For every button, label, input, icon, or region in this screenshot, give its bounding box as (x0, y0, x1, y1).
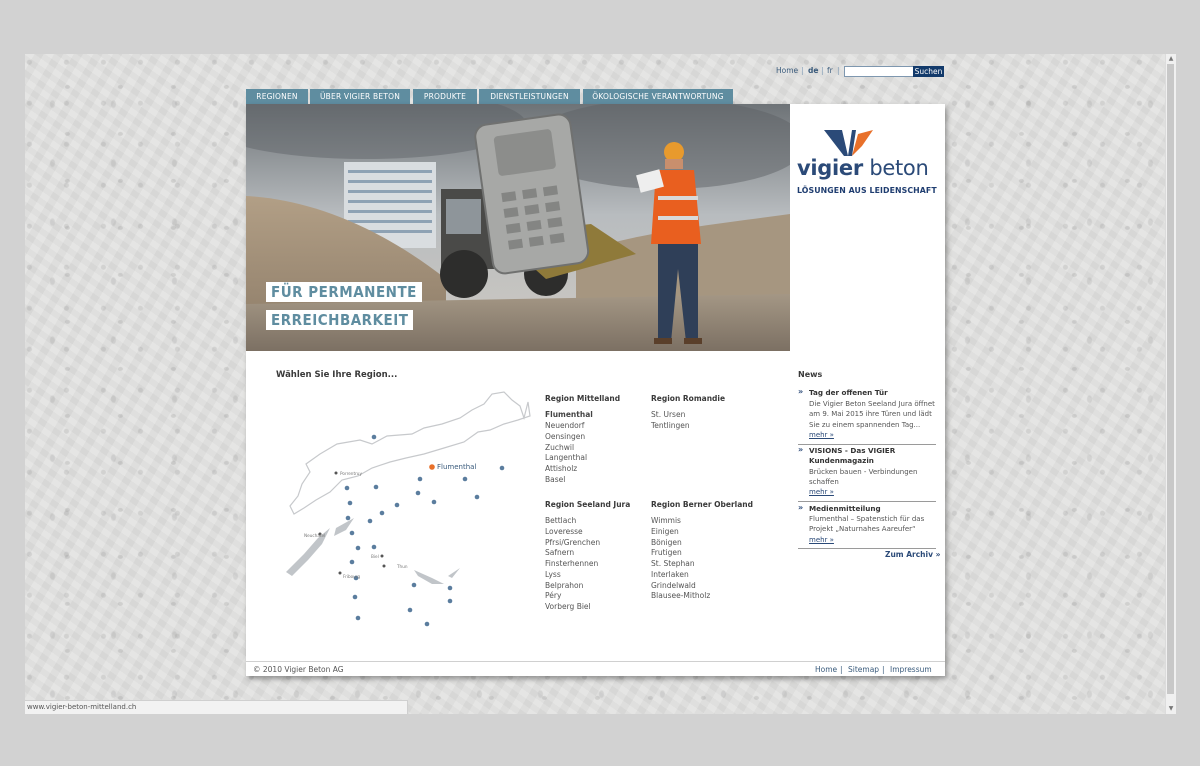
news-item-title[interactable]: Medienmitteilung (809, 504, 881, 513)
language-fr-link[interactable]: fr (827, 66, 833, 75)
place-link[interactable]: Bönigen (651, 538, 682, 547)
logo-wordmark[interactable]: vigier beton (797, 156, 929, 180)
place-link[interactable]: Péry (545, 591, 562, 600)
language-de-link[interactable]: de (808, 66, 819, 75)
nav-tab-produkte[interactable]: PRODUKTE (413, 89, 477, 104)
news-item-title[interactable]: Tag der offenen Tür (809, 388, 888, 397)
news-divider (798, 444, 936, 445)
divider: | (840, 665, 843, 674)
map-label-biel: Biel (371, 554, 379, 559)
place-link[interactable]: Blausee-Mitholz (651, 591, 711, 600)
place-link[interactable]: Belprahon (545, 581, 584, 590)
divider: | (801, 66, 804, 75)
vertical-scrollbar[interactable] (1165, 54, 1176, 714)
place-link[interactable]: Vorberg Biel (545, 602, 591, 611)
place-link[interactable]: Flumenthal (545, 410, 593, 419)
news-arrow-icon: » (798, 445, 804, 454)
map-label-porrentruy: Porrentruy (340, 471, 362, 476)
region-seeland-jura-title[interactable]: Region Seeland Jura (545, 500, 631, 509)
scrollbar-thumb[interactable] (1167, 64, 1174, 694)
map-label-neuchatel: Neuchâtel (304, 533, 326, 538)
region-berner-oberland-title[interactable]: Region Berner Oberland (651, 500, 754, 509)
footer-divider (246, 661, 945, 662)
news-heading: News (798, 370, 823, 379)
place-link[interactable]: Attisholz (545, 464, 578, 473)
divider: | (821, 66, 824, 75)
nav-tab-dienstleistungen[interactable]: DIENSTLEISTUNGEN (479, 89, 580, 104)
hero-headline-line1: FÜR PERMANENTE (266, 282, 422, 302)
place-link[interactable]: Einigen (651, 527, 679, 536)
search-button[interactable]: Suchen (914, 67, 943, 76)
vigier-logo-icon (822, 128, 874, 158)
place-link[interactable]: Basel (545, 475, 566, 484)
news-item-body: Brücken bauen - Verbindungen schaffen (809, 468, 918, 487)
map-label-fribourg: Fribourg (343, 574, 361, 579)
news-item-body: Flumenthal – Spatenstich für das Projekt „Naturnahes Aareufer“ (809, 515, 925, 534)
footer-impressum-link[interactable]: Impressum (890, 665, 932, 674)
map-label-thun: Thun (397, 564, 408, 569)
hero-headline-line2: ERREICHBARKEIT (266, 310, 413, 330)
logo-tagline: LÖSUNGEN AUS LEIDENSCHAFT (797, 186, 937, 195)
switzerland-region-map[interactable] (272, 388, 534, 638)
news-archive-link[interactable]: Zum Archiv » (885, 550, 941, 559)
news-more-link[interactable]: mehr » (809, 431, 834, 439)
nav-tab-ueber-vigier-beton[interactable]: ÜBER VIGIER BETON (310, 89, 410, 104)
utility-home-link[interactable]: Home (776, 66, 799, 75)
news-more-link[interactable]: mehr » (809, 536, 834, 544)
news-arrow-icon: » (798, 503, 804, 512)
place-link[interactable]: Loveresse (545, 527, 583, 536)
place-link[interactable]: St. Stephan (651, 559, 695, 568)
footer-home-link[interactable]: Home (815, 665, 838, 674)
scroll-down-icon[interactable]: ▼ (1168, 705, 1174, 712)
place-link[interactable]: Frutigen (651, 548, 682, 557)
place-link[interactable]: Zuchwil (545, 443, 575, 452)
place-link[interactable]: Tentlingen (651, 421, 690, 430)
scroll-up-icon[interactable]: ▲ (1168, 55, 1174, 62)
place-link[interactable]: Oensingen (545, 432, 586, 441)
news-arrow-icon: » (798, 387, 804, 396)
news-divider (798, 548, 936, 549)
nav-tab-oekologische-verantwortung[interactable]: ÖKOLOGISCHE VERANTWORTUNG (583, 89, 733, 104)
region-romandie-title[interactable]: Region Romandie (651, 394, 726, 403)
news-more-link[interactable]: mehr » (809, 488, 834, 496)
map-label-flumenthal[interactable]: Flumenthal (437, 463, 477, 471)
place-link[interactable]: Langenthal (545, 453, 588, 462)
place-link[interactable]: Lyss (545, 570, 561, 579)
place-link[interactable]: Finsterhennen (545, 559, 599, 568)
place-link[interactable]: Interlaken (651, 570, 689, 579)
place-link[interactable]: Safnern (545, 548, 575, 557)
news-divider (798, 501, 936, 502)
footer-copyright: © 2010 Vigier Beton AG (253, 665, 344, 674)
region-picker-heading: Wählen Sie Ihre Region... (276, 370, 398, 380)
place-link[interactable]: Neuendorf (545, 421, 585, 430)
place-link[interactable]: Wimmis (651, 516, 681, 525)
footer-sitemap-link[interactable]: Sitemap (848, 665, 880, 674)
place-link[interactable]: Grindelwald (651, 581, 696, 590)
place-link[interactable]: St. Ursen (651, 410, 686, 419)
divider: | (882, 665, 885, 674)
region-mittelland-title[interactable]: Region Mittelland (545, 394, 621, 403)
search-input[interactable] (844, 66, 914, 77)
news-item-title[interactable]: VISIONS - Das VIGIER Kundenmagazin (809, 446, 896, 465)
nav-tab-regionen[interactable]: REGIONEN (246, 89, 308, 104)
place-link[interactable]: Bettlach (545, 516, 577, 525)
place-link[interactable]: Pfrsi/Grenchen (545, 538, 601, 547)
browser-status-bar: www.vigier-beton-mittelland.ch (25, 700, 408, 714)
divider: | (837, 66, 840, 75)
news-item-body: Die Vigier Beton Seeland Jura öffnet am 9. Mai 2015 ihre Türen und lädt Sie zu einem spannenden Tag... (809, 400, 935, 429)
